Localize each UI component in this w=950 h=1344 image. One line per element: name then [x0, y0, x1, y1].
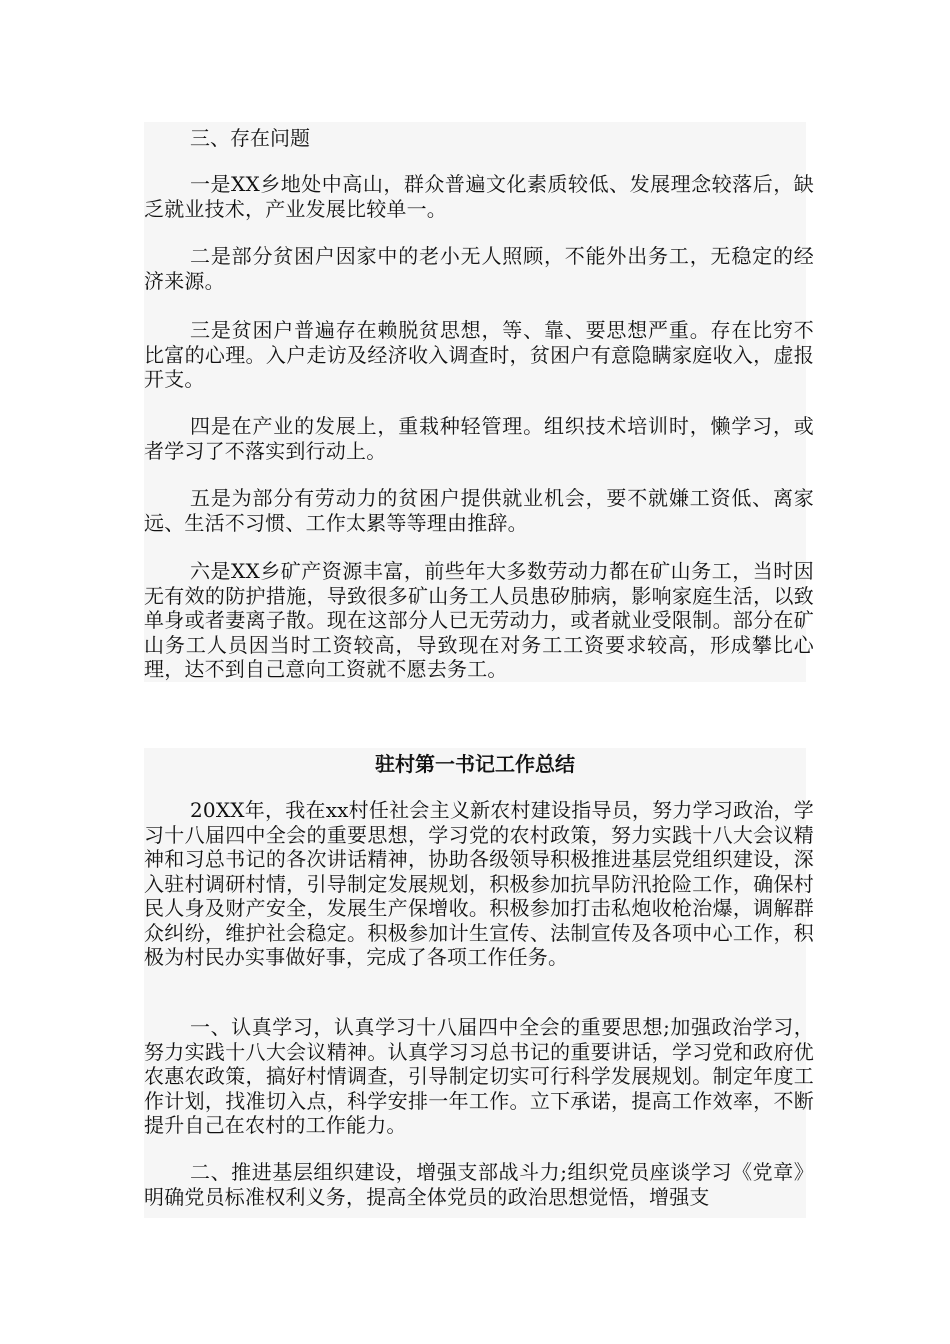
issues-heading: 三、存在问题 — [190, 126, 310, 150]
issues-paragraph-5: 五是为部分有劳动力的贫困户提供就业机会，要不就嫌工资低、离家远、生活不习惯、工作太累等等理由推辞。 — [144, 486, 814, 535]
summary-title: 驻村第一书记工作总结 — [375, 752, 575, 776]
issues-paragraph-4: 四是在产业的发展上，重栽种轻管理。组织技术培训时，懒学习，或者学习了不落实到行动上。 — [144, 414, 814, 463]
summary-paragraph-1: 20XX年，我在xx村任社会主义新农村建设指导员，努力学习政治，学习十八届四中全会的重要思想，学习党的农村政策，努力实践十八大会议精神和习总书记的各次讲话精神，协助各级领导积极推进基层党组织建设，深入驻村调研村情，引导制定发展规划，积极参加抗旱防汛抢险工作，确保村民人身及财产安全，发展生产保增收。积极参加打击私炮收枪治爆，调解群众纠纷，维护社会稳定。积极参加计生宣传、法制宣传及各项中心工作，积极为村民办实事做好事，完成了各项工作任务。 — [144, 798, 814, 969]
summary-section — [144, 748, 814, 1218]
issues-section — [144, 122, 814, 682]
issues-paragraph-2: 二是部分贫困户因家中的老小无人照顾，不能外出务工，无稳定的经济来源。 — [144, 244, 814, 293]
issues-paragraph-3: 三是贫困户普遍存在赖脱贫思想，等、靠、要思想严重。存在比穷不比富的心理。入户走访及经济收入调查时，贫困户有意隐瞒家庭收入，虚报开支。 — [144, 318, 814, 391]
issues-paragraph-1: 一是XX乡地处中高山，群众普遍文化素质较低、发展理念较落后，缺乏就业技术，产业发展比较单一。 — [144, 172, 814, 221]
issues-paragraph-6: 六是XX乡矿产资源丰富，前些年大多数劳动力都在矿山务工，当时因无有效的防护措施，导致很多矿山务工人员患矽肺病，影响家庭生活，以致单身或者妻离子散。现在这部分人已无劳动力，或者就业受限制。部分在矿山务工人员因当时工资较高，导致现在对务工工资要求较高，形成攀比心理，达不到自己意向工资就不愿去务工。 — [144, 559, 814, 681]
summary-paragraph-2: 一、认真学习，认真学习十八届四中全会的重要思想;加强政治学习，努力实践十八大会议精神。认真学习习总书记的重要讲话，学习党和政府优农惠农政策，搞好村情调查，引导制定切实可行科学发展规划。制定年度工作计划，找准切入点，科学安排一年工作。立下承诺，提高工作效率，不断提升自己在农村的工作能力。 — [144, 1015, 814, 1137]
summary-paragraph-3: 二、推进基层组织建设，增强支部战斗力;组织党员座谈学习《党章》明确党员标准权利义务，提高全体党员的政治思想觉悟，增强支 — [144, 1160, 814, 1209]
